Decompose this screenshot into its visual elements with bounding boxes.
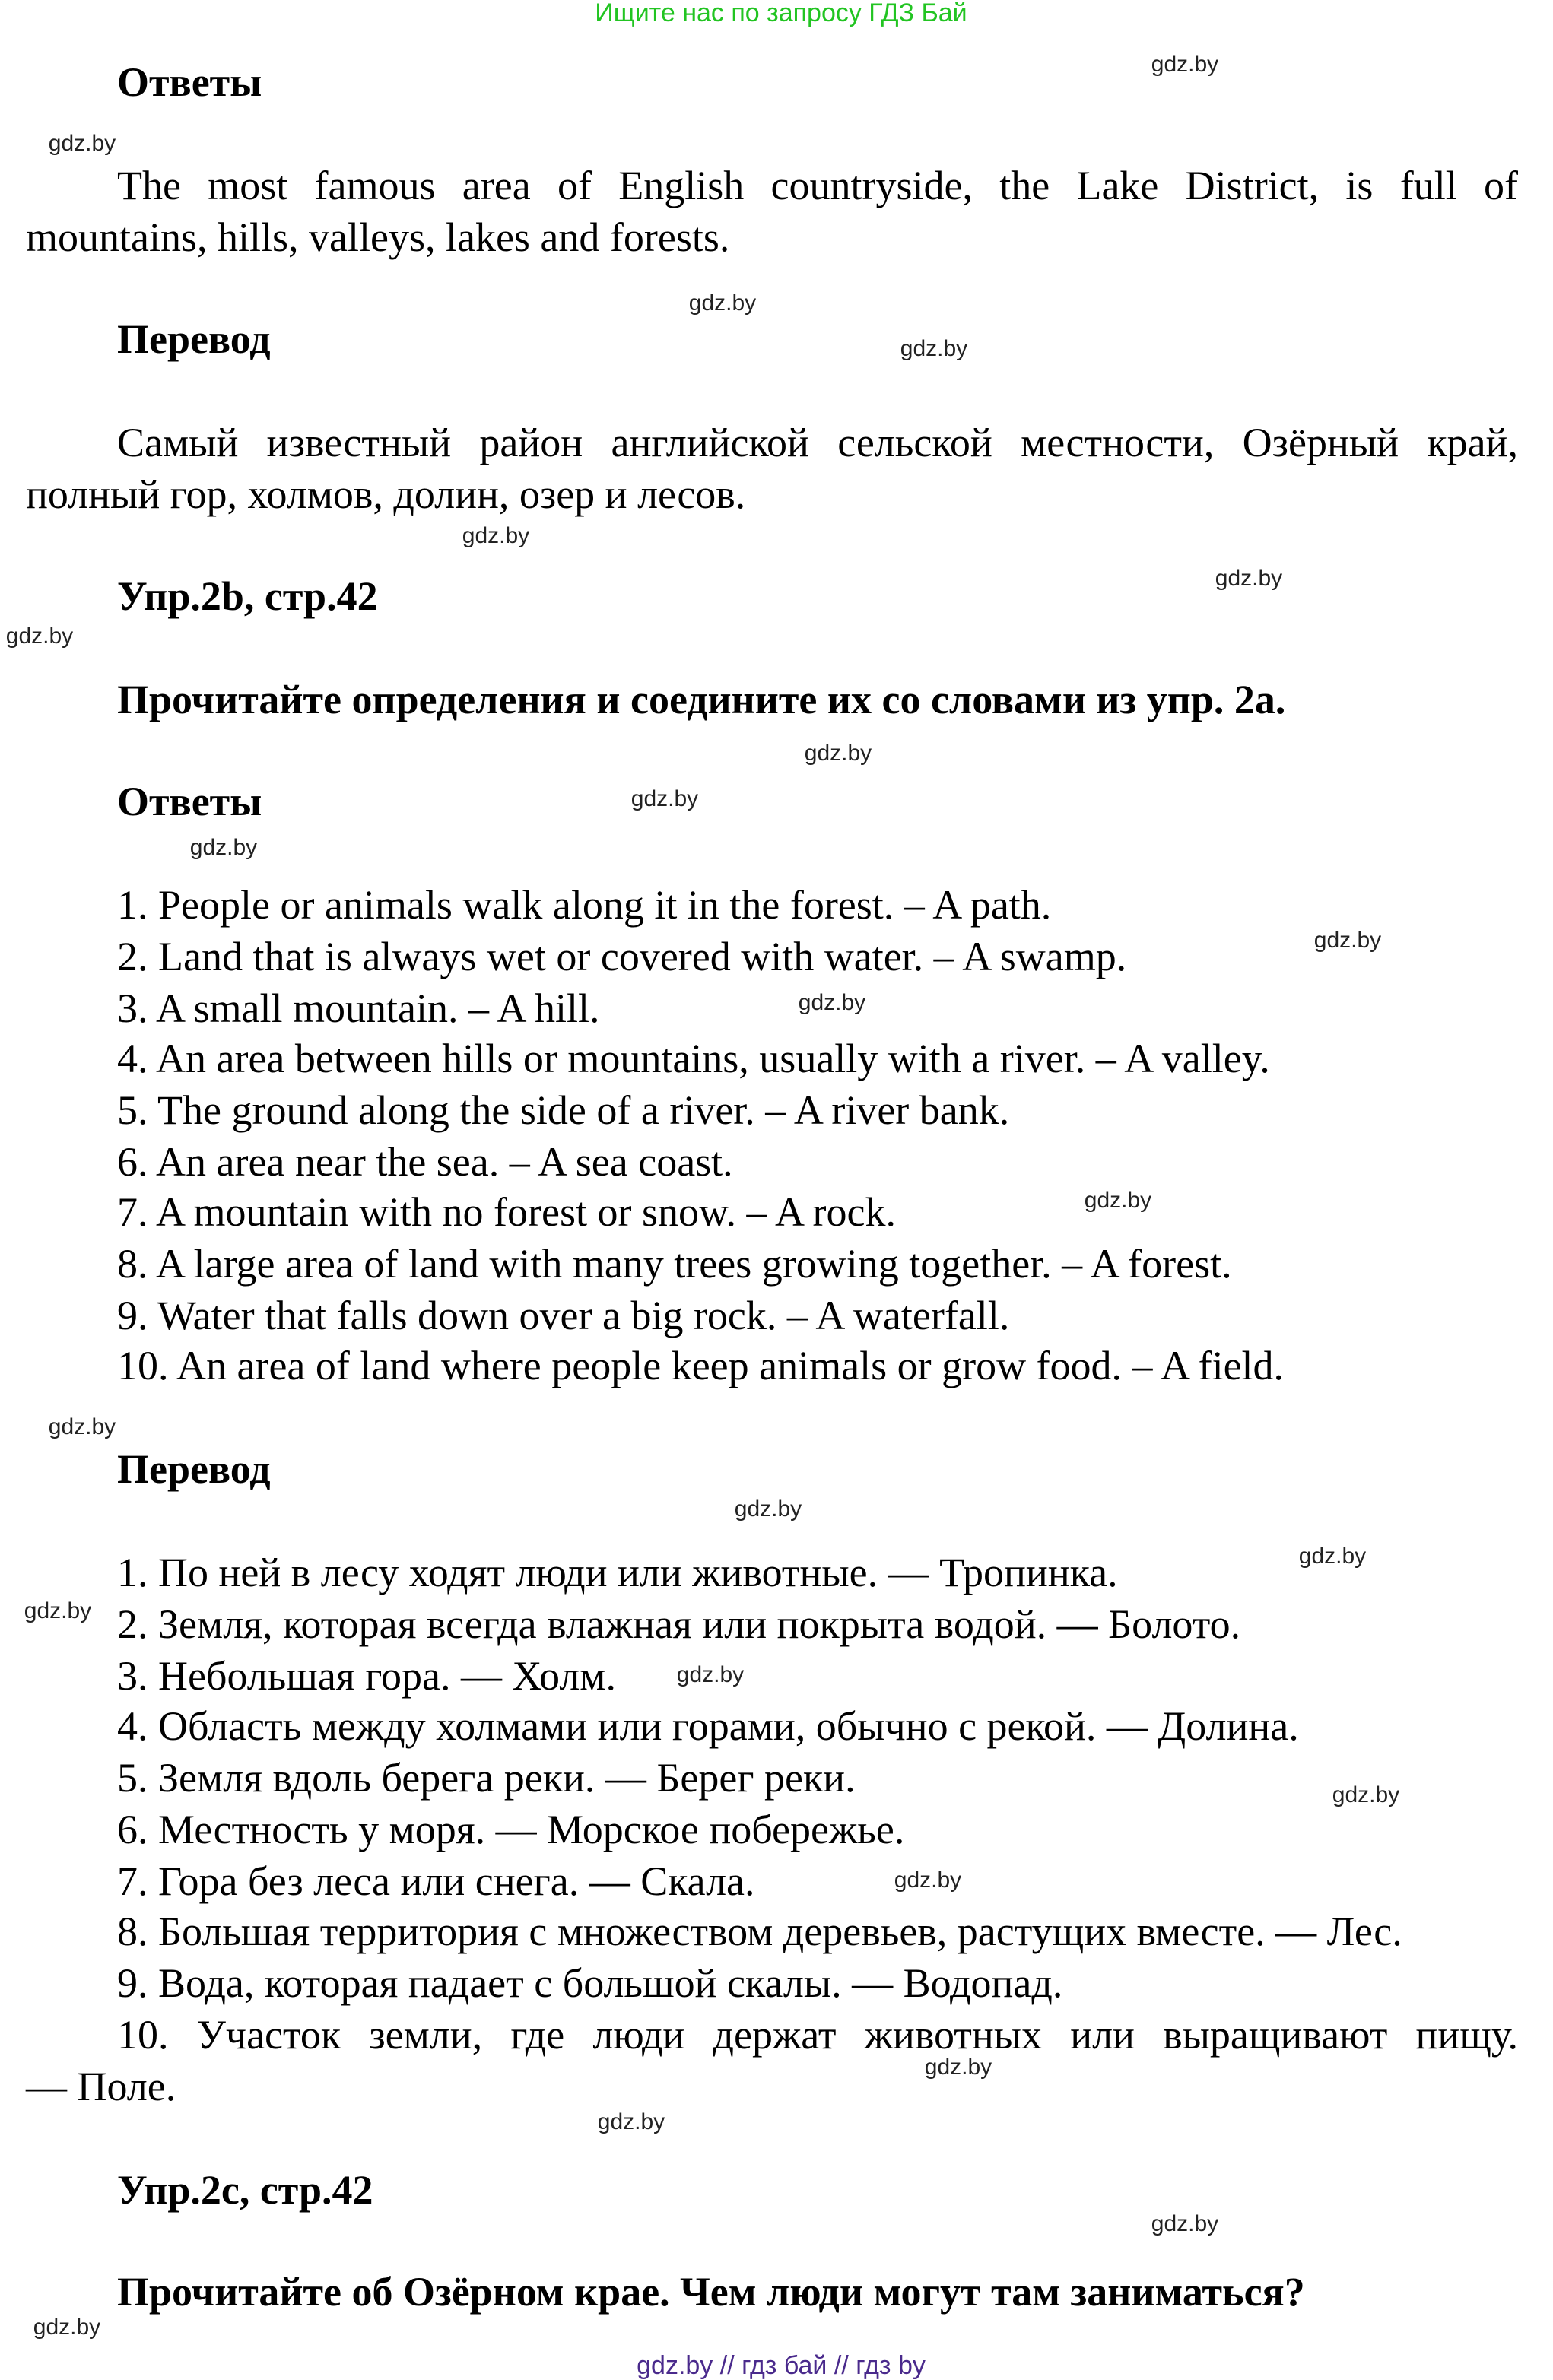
translation-line: Самый известный район английской сельской местности, Озёрный край, [117, 420, 1518, 465]
watermark: gdz.by [734, 1496, 802, 1522]
watermark: gdz.by [804, 741, 872, 766]
answers-heading: Ответы [117, 779, 262, 824]
list-item: 10. Участок земли, где люди держат животных или выращивают пищу. [117, 2012, 1518, 2058]
watermark: gdz.by [894, 1868, 962, 1893]
list-item: 3. A small mountain. – A hill. [117, 985, 600, 1031]
watermark: gdz.by [900, 336, 968, 362]
list-item-continuation: — Поле. [26, 2064, 176, 2109]
watermark: gdz.by [1084, 1188, 1152, 1214]
watermark: gdz.by [1151, 52, 1219, 78]
watermark: gdz.by [924, 2055, 992, 2080]
watermark: gdz.by [1313, 928, 1382, 954]
watermark: gdz.by [630, 786, 699, 812]
list-item: 2. Земля, которая всегда влажная или покрыта водой. — Болото. [117, 1601, 1241, 1647]
watermark: gdz.by [1332, 1782, 1400, 1808]
list-item: 5. The ground along the side of a river. – A river bank. [117, 1087, 1010, 1133]
watermark: gdz.by [189, 835, 258, 861]
watermark: gdz.by [48, 1414, 116, 1440]
list-item: 1. По ней в лесу ходят люди или животные. — Тропинка. [117, 1550, 1118, 1595]
watermark: gdz.by [5, 624, 74, 649]
watermark: gdz.by [48, 131, 116, 157]
watermark: gdz.by [798, 990, 866, 1016]
exercise-2b-task: Прочитайте определения и соедините их со словами из упр. 2a. [117, 677, 1286, 722]
answer-line: mountains, hills, valleys, lakes and forests. [26, 214, 730, 260]
watermark: gdz.by [688, 290, 757, 316]
exercise-2c-title: Упр.2c, стр.42 [117, 2167, 373, 2213]
list-item: 9. Вода, которая падает с большой скалы. — Водопад. [117, 1960, 1063, 2006]
list-item: 6. Местность у моря. — Морское побережье. [117, 1807, 905, 1852]
list-item: 2. Land that is always wet or covered with water. – A swamp. [117, 934, 1127, 979]
translation-heading: Перевод [117, 316, 271, 362]
translation-line: полный гор, холмов, долин, озер и лесов. [26, 471, 746, 517]
header-banner[interactable]: Ищите нас по запросу ГДЗ Бай [595, 0, 967, 27]
list-item: 4. An area between hills or mountains, usually with a river. – A valley. [117, 1036, 1270, 1081]
list-item: 6. An area near the sea. – A sea coast. [117, 1139, 733, 1185]
exercise-2b-title: Упр.2b, стр.42 [117, 573, 378, 619]
watermark: gdz.by [1298, 1544, 1367, 1569]
list-item: 7. A mountain with no forest or snow. – A rock. [117, 1189, 896, 1235]
list-item: 7. Гора без леса или снега. — Скала. [117, 1858, 755, 1904]
list-item: 9. Water that falls down over a big rock. – A waterfall. [117, 1293, 1010, 1338]
answers-heading: Ответы [117, 59, 262, 105]
answer-line: The most famous area of English countryside, the Lake District, is full of [117, 163, 1518, 208]
list-item: 10. An area of land where people keep animals or grow food. – A field. [117, 1343, 1285, 1388]
watermark: gdz.by [1151, 2211, 1219, 2237]
list-item: 1. People or animals walk along it in the forest. – A path. [117, 882, 1052, 928]
watermark: gdz.by [597, 2109, 665, 2135]
list-item: 8. Большая территория с множеством деревьев, растущих вместе. — Лес. [117, 1909, 1402, 1954]
list-item: 8. A large area of land with many trees growing together. – A forest. [117, 1241, 1232, 1287]
watermark: gdz.by [676, 1662, 745, 1688]
translation-heading: Перевод [117, 1446, 271, 1492]
watermark: gdz.by [24, 1598, 92, 1624]
list-item: 5. Земля вдоль берега реки. — Берег реки. [117, 1755, 856, 1801]
watermark: gdz.by [1215, 566, 1283, 592]
watermark: gdz.by [462, 523, 530, 549]
exercise-2c-task: Прочитайте об Озёрном крае. Чем люди могут там заниматься? [117, 2269, 1305, 2315]
list-item: 4. Область между холмами или горами, обычно с рекой. — Долина. [117, 1703, 1299, 1749]
list-item: 3. Небольшая гора. — Холм. [117, 1653, 616, 1699]
footer-banner[interactable]: gdz.by // гдз бай // гдз by [637, 2351, 926, 2380]
watermark: gdz.by [33, 2315, 101, 2340]
